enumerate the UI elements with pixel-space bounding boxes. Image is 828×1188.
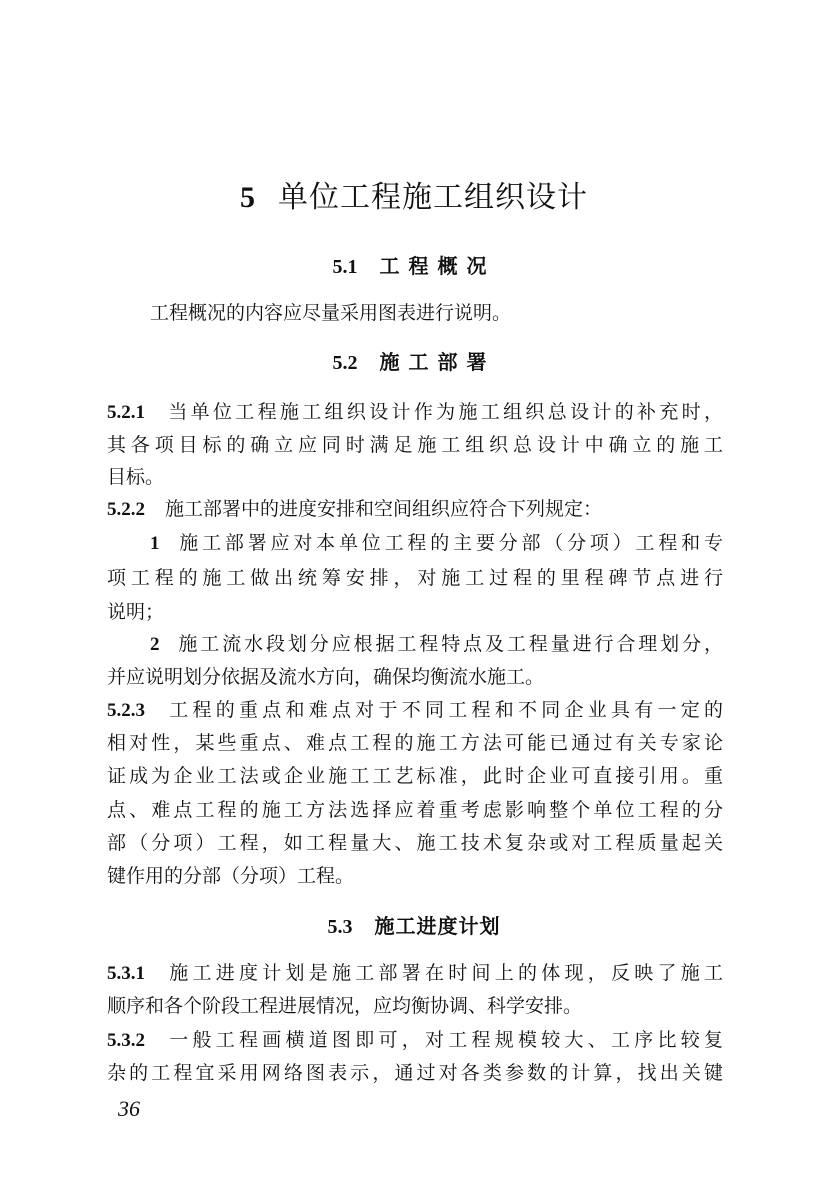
section-heading-5-1 xyxy=(0,250,828,279)
item-1-line-3: 说明； xyxy=(107,601,165,623)
item-1-line-2: 项工程的施工做出统筹安排，对施工过程的里程碑节点进行 xyxy=(107,567,723,589)
section-heading-5-2 xyxy=(0,346,828,375)
clause-5-2-3-line-6: 键作用的分部（分项）工程。 xyxy=(107,865,355,887)
clause-text: 施工部署中的进度安排和空间组织应符合下列规定： xyxy=(165,498,603,520)
paragraph-5-1: 工程概况的内容应尽量采用图表进行说明。 xyxy=(150,302,512,324)
clause-5-2-3-line-3: 证成为企业工法或企业施工工艺标准，此时企业可直接引用。重 xyxy=(107,765,723,787)
item-2-line-1 xyxy=(150,628,723,660)
chapter-number: 5 xyxy=(240,181,256,214)
section-title: 施工部署 xyxy=(379,350,496,374)
section-title: 工程概况 xyxy=(379,254,496,278)
item-text: 施工部署应对本单位工程的主要分部（分项）工程和专 xyxy=(175,532,723,554)
section-heading-5-3 xyxy=(0,910,828,939)
clause-5-3-2-line-1 xyxy=(107,1024,723,1056)
clause-5-3-1-line-2: 顺序和各个阶段工程进展情况，应均衡协调、科学安排。 xyxy=(107,995,583,1017)
clause-5-3-1-line-1 xyxy=(107,957,723,989)
clause-number: 5.3.1 xyxy=(107,963,145,984)
clause-text: 一般工程画横道图即可，对工程规模较大、工序比较复 xyxy=(165,1029,723,1051)
section-title: 施工进度计划 xyxy=(374,914,501,938)
clause-5-2-1-line-3: 目标。 xyxy=(107,466,165,488)
item-1-line-1 xyxy=(150,527,723,559)
chapter-title-text: 单位工程施工组织设计 xyxy=(278,180,588,215)
clause-5-2-3-line-1 xyxy=(107,694,723,726)
section-number: 5.1 xyxy=(332,256,358,278)
clause-5-2-1-line-2: 其各项目标的确立应同时满足施工组织总设计中确立的施工 xyxy=(107,434,723,456)
clause-5-2-3-line-4: 点、难点工程的施工方法选择应着重考虑影响整个单位工程的分 xyxy=(107,799,723,821)
clause-text: 当单位工程施工组织设计作为施工组织总设计的补充时， xyxy=(165,401,723,423)
chapter-title xyxy=(0,172,828,216)
section-number: 5.3 xyxy=(327,916,353,938)
clause-number: 5.2.3 xyxy=(107,700,145,721)
clause-text: 施工进度计划是施工部署在时间上的体现，反映了施工 xyxy=(165,962,723,984)
item-2-line-2: 并应说明划分依据及流水方向，确保均衡流水施工。 xyxy=(107,666,545,688)
clause-number: 5.2.2 xyxy=(107,499,145,520)
clause-5-2-3-line-2: 相对性，某些重点、难点工程的施工方法可能已通过有关专家论 xyxy=(107,732,723,754)
clause-5-2-3-line-5: 部（分项）工程，如工程量大、施工技术复杂或对工程质量起关 xyxy=(107,832,723,854)
clause-text: 工程的重点和难点对于不同工程和不同企业具有一定的 xyxy=(165,699,723,721)
clause-5-3-2-line-2: 杂的工程宜采用网络图表示，通过对各类参数的计算，找出关键 xyxy=(107,1062,723,1084)
clause-number: 5.3.2 xyxy=(107,1030,145,1051)
section-number: 5.2 xyxy=(332,352,358,374)
clause-number: 5.2.1 xyxy=(107,402,145,423)
clause-5-2-2-line-1 xyxy=(107,493,723,525)
item-number: 1 xyxy=(150,533,160,554)
page-number: 36 xyxy=(118,1096,140,1121)
item-text: 施工流水段划分应根据工程特点及工程量进行合理划分， xyxy=(175,633,723,655)
item-number: 2 xyxy=(150,634,160,655)
clause-5-2-1-line-1 xyxy=(107,396,723,428)
